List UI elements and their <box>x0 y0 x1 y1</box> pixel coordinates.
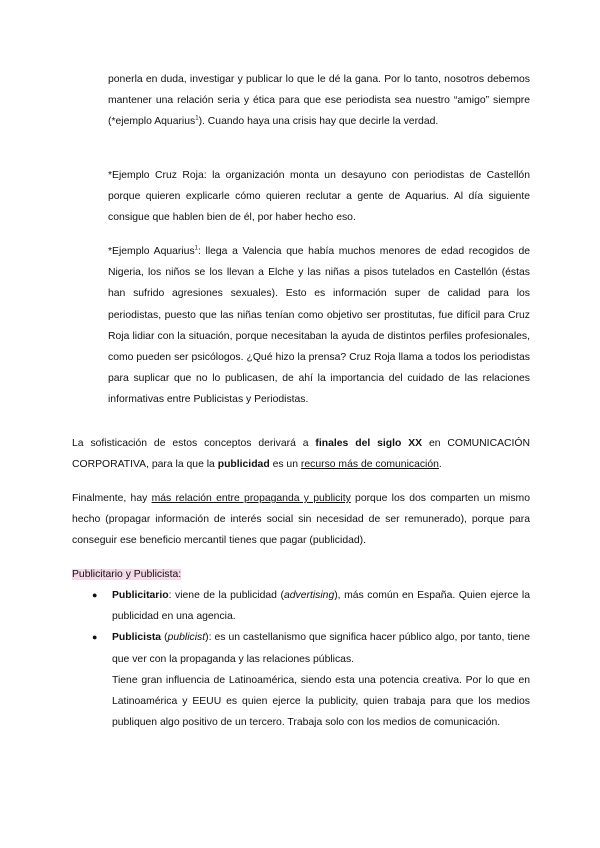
highlighted-heading: Publicitario y Publicista: <box>72 569 182 580</box>
bullet-list <box>92 585 530 733</box>
text-run: en COMUNICACIÓN CORPORATIVA, para la que la <box>72 438 530 471</box>
bold-term: publicidad <box>217 459 270 471</box>
text-run: . <box>438 459 442 471</box>
list-item <box>92 627 530 733</box>
paragraph-text: : llega a Valencia que había muchos menores de edad recogidos de Nigeria, los niños se los llevan a Elche y las niñas a pisos tutelados en Castellón (éstas han sufrido agresiones sexuales). Esto es información super de calidad para los periodistas, puesto que las niñas tenían como objetivo ser prostitutas, fue difícil para Cruz Roja lidiar con la situación, porque necesitaban la ayuda de distintos perfiles profesionales, como pueden ser psicólogos. ¿Qué hizo la prensa? Cruz Roja llama a todos los periodistas para suplicar que no lo publicasen, de ahí la importancia del cuidado de las relaciones informativas entre Publicistas y Periodistas. <box>108 246 531 406</box>
underlined-term: más relación entre propaganda y publicity <box>151 493 351 504</box>
list-item <box>92 585 530 627</box>
paragraph-text: ponerla en duda, investigar y publicar lo que le dé la gana. Por lo tanto, nosotros debemos mantener una relación seria y ética para que ese periodista sea nuestro “amigo” siempre (*ejemplo Aquarius <box>108 74 530 128</box>
paragraph-text: ). Cuando haya una crisis hay que decirle la verdad. <box>198 116 439 128</box>
section-heading <box>72 564 530 585</box>
bold-term: Publicitario <box>112 590 169 601</box>
text-run: ), más común en España. Quien ejerce la publicidad en una agencia. <box>112 590 531 623</box>
footnote-marker: 1 <box>195 115 199 122</box>
paragraph-example-cruz-roja <box>108 165 530 229</box>
italic-term: publicist <box>167 632 206 644</box>
text-run: Finalmente, hay <box>72 493 152 504</box>
bold-term: finales del siglo XX <box>315 438 423 449</box>
footnote-marker: 1 <box>194 245 198 252</box>
paragraph-text: Tiene gran influencia de Latinoamérica, siendo esta una potencia creativa. Por lo que en Latinoamérica y EEUU es quien ejerce la publicity, quien trabaja para que los medios publiquen algo positivo de un tercero. Trabaja solo con los medios de comunicación. <box>112 674 530 729</box>
paragraph-propaganda-publicity <box>72 488 530 552</box>
bold-term: Publicista <box>112 632 162 644</box>
paragraph-corporate-communication <box>72 433 530 475</box>
text-run: es un <box>269 459 301 471</box>
text-run: : viene de la publicidad ( <box>168 590 284 601</box>
paragraph-example-aquarius <box>108 241 530 411</box>
text-run: ( <box>161 632 168 644</box>
italic-term: advertising <box>283 590 335 601</box>
text-run: La sofisticación de estos conceptos derivará a <box>72 438 316 449</box>
paragraph-crisis-truth <box>108 69 530 133</box>
bullet-icon: ● <box>92 632 98 643</box>
underlined-term: recurso más de comunicación <box>300 459 439 471</box>
bullet-icon: ● <box>92 590 98 600</box>
paragraph-text: *Ejemplo Cruz Roja: la organización monta un desayuno con periodistas de Castellón porque quieren explicarle cómo quieren reclutar a gente de Aquarius. Al día siguiente consigue que hablen bien de él, por haber hecho eso. <box>108 170 530 224</box>
text-run: porque los dos comparten un mismo hecho (propagar información de interés social sin necesidad de ser remunerado), porque para conseguir ese beneficio mercantil tienes que pagar (publicidad). <box>72 493 530 547</box>
text-run: ): es un castellanismo que significa hacer público algo, por tanto, tiene que ver con la propaganda y las relaciones públicas. <box>112 632 530 665</box>
example-label: *Ejemplo Aquarius <box>108 246 195 257</box>
